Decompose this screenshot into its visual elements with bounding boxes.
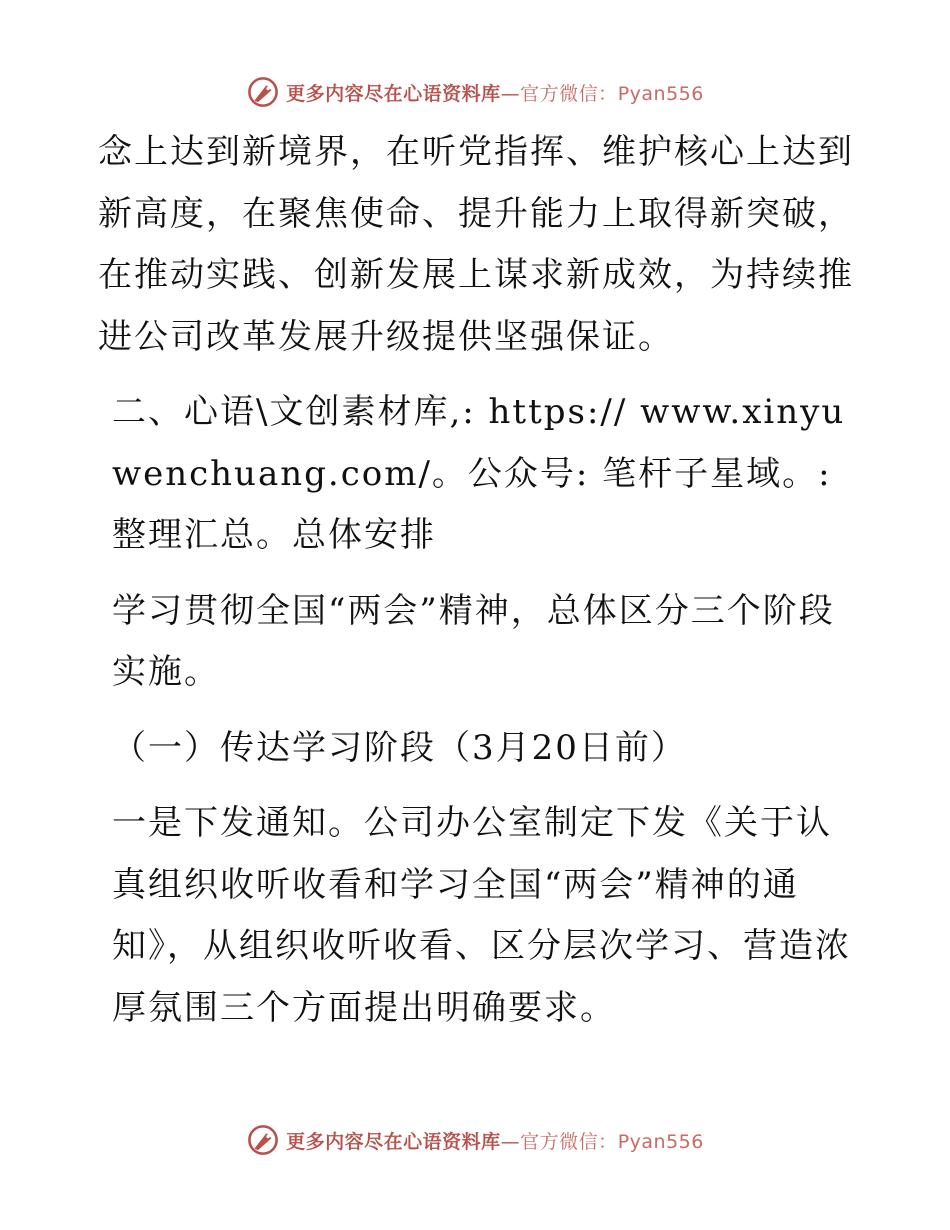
watermark-contact-handle: Pyan556: [617, 1130, 704, 1153]
watermark-separator: —: [500, 1130, 521, 1153]
header-watermark: [0, 72, 950, 112]
paragraph-stage-1-heading: （一）传达学习阶段（3月20日前）: [112, 727, 687, 768]
paragraph-overall-plan: 学习贯彻全国“两会”精神，总体区分三个阶段实施。: [112, 590, 835, 692]
document-body: [98, 122, 858, 1039]
pen-nib-logo-icon: [246, 1123, 280, 1157]
paragraph-1: 念上达到新境界，在听党指挥、维护核心上达到新高度，在聚焦使命、提升能力上取得新突破，在推动实践、创新发展上谋求新成效，为持续推进公司改革发展升级提供坚强保证。: [98, 132, 854, 357]
pen-nib-logo-icon: [246, 75, 280, 109]
watermark-text: [286, 1127, 704, 1154]
watermark-contact-label: 官方微信：: [520, 82, 618, 105]
watermark-brand: 更多内容尽在心语资料库: [286, 82, 501, 105]
footer-watermark: [0, 1120, 950, 1160]
watermark-contact-label: 官方微信：: [520, 1130, 618, 1153]
watermark-contact-handle: Pyan556: [617, 82, 704, 105]
watermark-text: [286, 79, 704, 106]
watermark-separator: —: [500, 82, 521, 105]
watermark-brand: 更多内容尽在心语资料库: [286, 1130, 501, 1153]
paragraph-section-2-heading: 二、心语\文创素材库,: https:// www.xinyuwenchuang.com/。公众号: 笔杆子星域。:整理汇总。总体安排: [112, 392, 846, 555]
paragraph-stage-1-item-1: 一是下发通知。公司办公室制定下发《关于认真组织收听收看和学习全国“两会”精神的通知》，从组织收听收看、区分层次学习、营造浓厚氛围三个方面提出明确要求。: [112, 803, 851, 1028]
